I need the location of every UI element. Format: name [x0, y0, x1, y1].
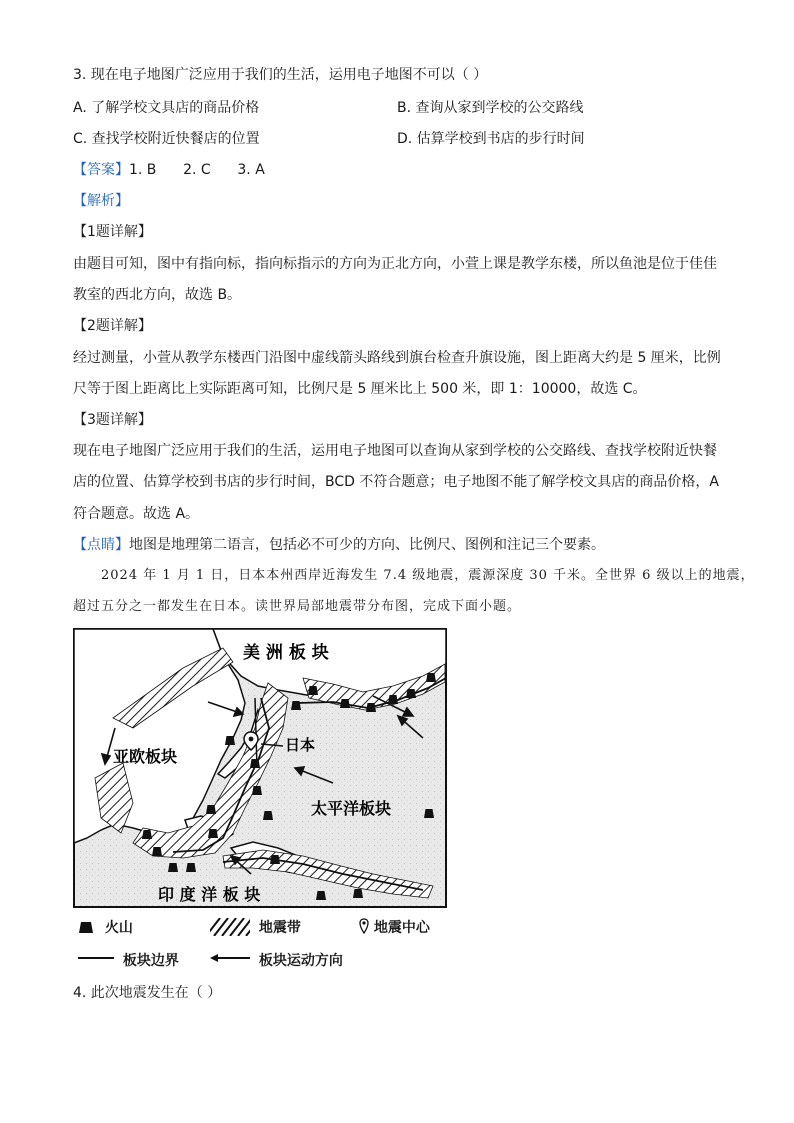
label-eurasia-plate: 亚欧板块: [113, 747, 178, 766]
volcano-marker-5: [388, 695, 398, 704]
answer-tag: 【答案】: [73, 162, 129, 178]
q4-stem: 4. 此次地震发生在（ ）: [73, 985, 222, 1001]
intro-line-1: 2024 年 1 月 1 日，日本本州西岸近海发生 7.4 级地震，震源深度 30 千米。全世界 6 级以上的地震，: [101, 568, 755, 583]
legend-motion: [210, 950, 343, 970]
volcano-marker-6: [406, 689, 416, 698]
detail3-line-2: 店的位置、估算学校到书店的步行时间，BCD 不符合题意；电子地图不能了解学校文具店的商品价格，A: [73, 474, 719, 490]
legend-seismic-label: 地震带: [258, 920, 301, 936]
plate-motion-arrow-icon: [210, 953, 250, 963]
legend-epicenter: [359, 917, 430, 937]
tip-text: 地图是地理第二语言，包括必不可少的方向、比例尺、图例和注记三个要素。: [129, 537, 605, 553]
detail1-line-2: 教室的西北方向，故选 B。: [73, 287, 242, 303]
volcano-marker-7: [426, 673, 436, 682]
volcano-marker-21: [424, 809, 434, 818]
volcano-marker-20: [353, 889, 363, 898]
intro-line-2: 超过五分之一都发生在日本。读世界局部地震带分布图，完成下面小题。: [73, 599, 522, 614]
detail1-line-1: 由题目可知，图中有指向标，指向标指示的方向为正北方向，小萱上课是教学东楼，所以鱼池是位于佳佳: [73, 256, 717, 272]
plate-boundary-icon: [78, 953, 114, 963]
legend-motion-label: 板块运动方向: [258, 953, 343, 969]
legend-boundary-label: 板块边界: [122, 953, 179, 969]
legend-boundary: [78, 950, 179, 970]
legend-volcano: [78, 917, 133, 937]
volcano-marker-19: [316, 891, 326, 900]
volcano-icon: [78, 920, 94, 934]
volcano-marker-17: [186, 863, 196, 872]
analysis-tag: 【解析】: [73, 193, 129, 209]
seismic-map: [73, 628, 447, 908]
q3-option-a[interactable]: A. 了解学校文具店的商品价格: [73, 100, 260, 116]
volcano-marker-1: [308, 686, 318, 695]
volcano-marker-11: [206, 805, 216, 814]
label-america-plate: 美 洲 板 块: [243, 643, 329, 663]
detail3-line-3: 符合题意。故选 A。: [73, 506, 200, 522]
detail3-line-1: 现在电子地图广泛应用于我们的生活，运用电子地图可以查询从家到学校的公交路线、查找学校附近快餐: [73, 443, 717, 459]
tip-tag: 【点睛】: [73, 537, 129, 553]
answer-line: [73, 160, 265, 180]
q3-stem: 3. 现在电子地图广泛应用于我们的生活，运用电子地图不可以（ ）: [73, 67, 488, 83]
volcano-marker-15: [152, 847, 162, 856]
volcano-marker-3: [340, 699, 350, 708]
epicenter-icon: [359, 918, 369, 934]
seismic-belt-icon: [210, 918, 250, 936]
volcano-marker-13: [208, 829, 218, 838]
label-india-plate: 印 度 洋 板 块: [158, 885, 261, 904]
legend-seismic: [210, 917, 301, 937]
detail3-tag: 【3题详解】: [73, 412, 152, 428]
detail2-tag: 【2题详解】: [73, 318, 152, 334]
volcano-marker-4: [366, 703, 376, 712]
volcano-marker-18: [270, 855, 280, 864]
q3-option-b[interactable]: B. 查询从家到学校的公交路线: [397, 100, 584, 116]
detail2-line-1: 经过测量，小萱从教学东楼西门沿图中虚线箭头路线到旗台检查升旗设施，图上距离大约是 5 厘米，比例: [73, 350, 721, 366]
volcano-marker-16: [168, 863, 178, 872]
volcano-marker-2: [291, 701, 301, 710]
volcano-marker-10: [252, 786, 262, 795]
detail2-line-2: 尺等于图上距离比上实际距离可知，比例尺是 5 厘米比上 500 米，即 1：10000，故选 C。: [73, 381, 647, 397]
volcano-marker-8: [225, 736, 235, 745]
legend-epicenter-label: 地震中心: [373, 920, 430, 936]
legend-volcano-label: 火山: [104, 920, 133, 936]
q3-option-d[interactable]: D. 估算学校到书店的步行时间: [397, 131, 585, 147]
volcano-marker-14: [142, 830, 152, 839]
answer-text: 1. B 2. C 3. A: [129, 162, 265, 178]
volcano-marker-9: [250, 759, 260, 768]
q3-option-c[interactable]: C. 查找学校附近快餐店的位置: [73, 131, 260, 147]
detail1-tag: 【1题详解】: [73, 224, 152, 240]
volcano-marker-12: [263, 811, 273, 820]
label-pacific-plate: 太平洋板块: [311, 799, 392, 818]
label-japan: 日本: [285, 736, 316, 754]
tip-line: [73, 535, 605, 555]
